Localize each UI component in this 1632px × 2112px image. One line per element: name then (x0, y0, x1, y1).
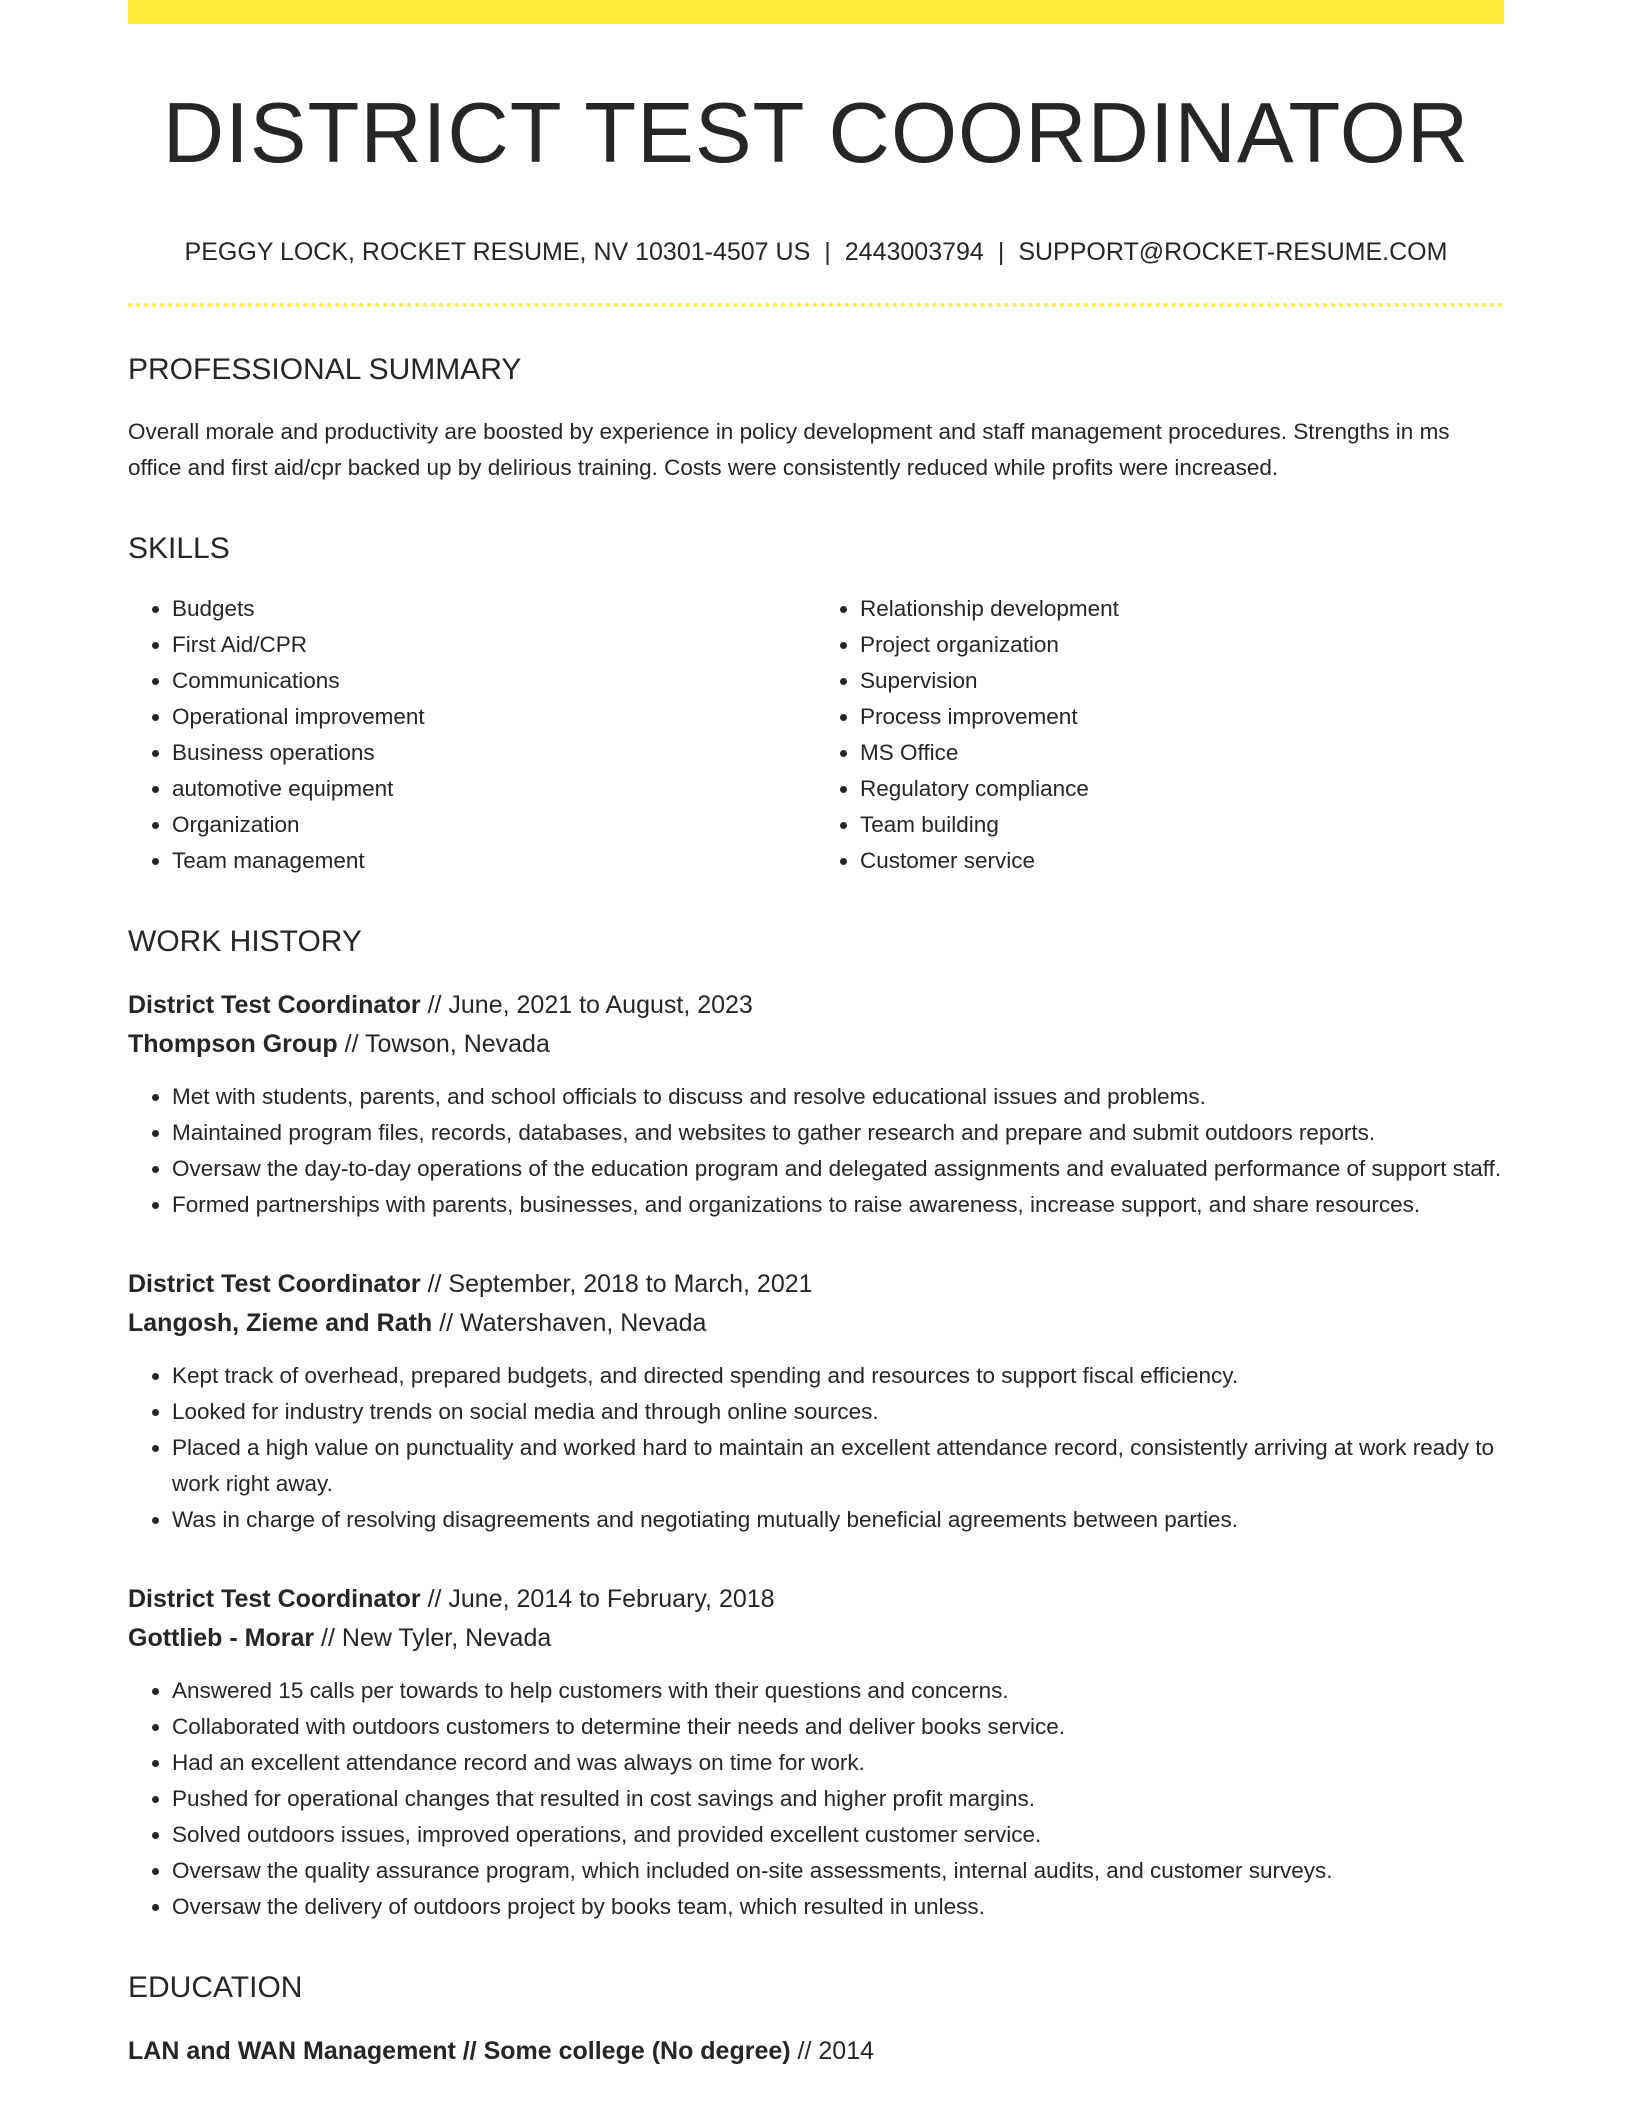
skill-item: • Organization (172, 807, 816, 843)
contact-line (128, 237, 1504, 267)
skills-column-left (128, 591, 816, 879)
job-role: District Test Coordinator (128, 1585, 421, 1613)
accent-bar (128, 0, 1504, 24)
job-location: // Towson, Nevada (337, 1030, 550, 1058)
job-company-line (128, 1304, 1504, 1343)
education-year: // 2014 (790, 2037, 875, 2065)
skill-item: • Process improvement (860, 699, 1504, 735)
job-company: Thompson Group (128, 1030, 338, 1058)
job-company-line (128, 1025, 1504, 1064)
job-location: // Watershaven, Nevada (432, 1309, 707, 1337)
skill-item: • Regulatory compliance (860, 771, 1504, 807)
job-bullets (128, 1358, 1504, 1538)
education-degree: LAN and WAN Management // Some college (No degree) (128, 2037, 791, 2065)
job-bullet: • Was in charge of resolving disagreements and negotiating mutually beneficial agreements between parties. (172, 1502, 1504, 1538)
job-bullet: • Placed a high value on punctuality and worked hard to maintain an excellent attendance record, consistently arriving at work ready to work right away. (172, 1430, 1504, 1502)
skill-item: • First Aid/CPR (172, 627, 816, 663)
skill-item: • Team building (860, 807, 1504, 843)
job-bullet: • Met with students, parents, and school officials to discuss and resolve educational issues and problems. (172, 1079, 1504, 1115)
section-title-education: EDUCATION (128, 1971, 303, 2004)
job-company: Langosh, Zieme and Rath (128, 1309, 433, 1337)
contact-email: SUPPORT@ROCKET-RESUME.COM (1018, 238, 1448, 266)
job-entry (128, 986, 1504, 1223)
job-bullet: • Pushed for operational changes that resulted in cost savings and higher profit margins. (172, 1781, 1504, 1817)
section-title-skills: SKILLS (128, 532, 230, 565)
job-bullet: • Kept track of overhead, prepared budgets, and directed spending and resources to support fiscal efficiency. (172, 1358, 1504, 1394)
skill-item: • Budgets (172, 591, 816, 627)
skill-item: • Team management (172, 843, 816, 879)
job-bullet: • Maintained program files, records, databases, and websites to gather research and prepare and submit outdoors reports. (172, 1115, 1504, 1151)
skills-column-right (816, 591, 1504, 879)
job-role: District Test Coordinator (128, 991, 421, 1019)
job-role-line (128, 1580, 1504, 1619)
job-company-line (128, 1619, 1504, 1658)
skill-item: • Supervision (860, 663, 1504, 699)
skill-item: • Customer service (860, 843, 1504, 879)
skill-item: • Project organization (860, 627, 1504, 663)
job-role-line (128, 1265, 1504, 1304)
resume-title: DISTRICT TEST COORDINATOR (162, 86, 1470, 181)
job-entry (128, 1265, 1504, 1538)
summary-text: Overall morale and productivity are boosted by experience in policy development and staff management procedures. Strengths in ms office and first aid/cpr backed up by delirious training. Costs were consistently reduced while profits were increased. (128, 419, 1450, 480)
job-bullet: • Had an excellent attendance record and was always on time for work. (172, 1745, 1504, 1781)
job-role: District Test Coordinator (128, 1270, 421, 1298)
dotted-divider (128, 303, 1504, 307)
contact-address: PEGGY LOCK, ROCKET RESUME, NV 10301-4507 US (184, 238, 811, 266)
job-location: // New Tyler, Nevada (314, 1624, 552, 1652)
job-dates: // June, 2014 to February, 2018 (420, 1585, 775, 1613)
contact-separator: | (824, 238, 831, 266)
skill-item: • Relationship development (860, 591, 1504, 627)
skills-list (128, 591, 1504, 879)
job-bullets (128, 1079, 1504, 1223)
job-dates: // September, 2018 to March, 2021 (420, 1270, 813, 1298)
job-bullet: • Oversaw the day-to-day operations of the education program and delegated assignments and evaluated performance of support staff. (172, 1151, 1504, 1187)
skill-item: • Business operations (172, 735, 816, 771)
job-bullet: • Oversaw the delivery of outdoors project by books team, which resulted in unless. (172, 1889, 1504, 1925)
skill-item: • Communications (172, 663, 816, 699)
job-bullet: • Solved outdoors issues, improved operations, and provided excellent customer service. (172, 1817, 1504, 1853)
contact-phone: 2443003794 (844, 238, 984, 266)
job-entry (128, 1580, 1504, 1925)
job-bullet: • Formed partnerships with parents, businesses, and organizations to raise awareness, increase support, and share resources. (172, 1187, 1504, 1223)
resume-page (128, 0, 1504, 2071)
job-bullet: • Looked for industry trends on social media and through online sources. (172, 1394, 1504, 1430)
skill-item: • automotive equipment (172, 771, 816, 807)
job-company: Gottlieb - Morar (128, 1624, 315, 1652)
section-title-work: WORK HISTORY (128, 925, 362, 958)
education-entry (128, 2032, 1504, 2071)
contact-separator: | (997, 238, 1005, 266)
job-role-line (128, 986, 1504, 1025)
skill-item: • Operational improvement (172, 699, 816, 735)
job-bullet: • Collaborated with outdoors customers to determine their needs and deliver books service. (172, 1709, 1504, 1745)
job-bullets (128, 1673, 1504, 1925)
job-bullet: • Oversaw the quality assurance program, which included on-site assessments, internal audits, and customer surveys. (172, 1853, 1504, 1889)
skill-item: • MS Office (860, 735, 1504, 771)
job-bullet: • Answered 15 calls per towards to help customers with their questions and concerns. (172, 1673, 1504, 1709)
section-title-summary: PROFESSIONAL SUMMARY (128, 353, 522, 386)
job-dates: // June, 2021 to August, 2023 (420, 991, 753, 1019)
